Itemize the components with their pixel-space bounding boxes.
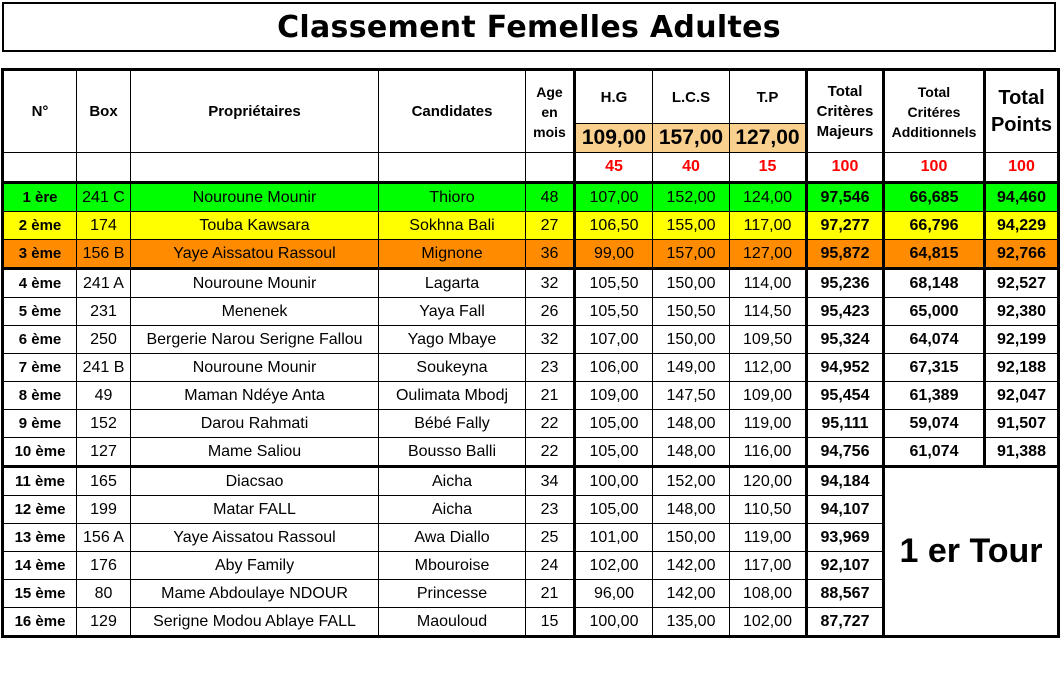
header-hg: H.G	[575, 70, 653, 124]
weight-blank	[77, 153, 131, 183]
cell-hg: 105,50	[575, 269, 653, 298]
cell-owner: Diacsao	[131, 467, 379, 496]
page-title: Classement Femelles Adultes	[277, 9, 781, 45]
table-row	[3, 212, 1059, 240]
cell-box: 165	[77, 467, 131, 496]
cell-candidate: Mbouroise	[379, 552, 526, 580]
cell-majeurs: 95,423	[807, 298, 884, 326]
cell-additionnels: 66,796	[884, 212, 985, 240]
cell-tp: 119,00	[730, 410, 807, 438]
cell-owner: Matar FALL	[131, 496, 379, 524]
max-hg: 109,00	[575, 124, 653, 153]
cell-lcs: 150,00	[653, 269, 730, 298]
cell-majeurs: 95,236	[807, 269, 884, 298]
cell-age: 21	[526, 382, 575, 410]
cell-box: 241 C	[77, 183, 131, 212]
cell-points: 92,766	[985, 240, 1059, 269]
cell-box: 231	[77, 298, 131, 326]
cell-box: 80	[77, 580, 131, 608]
cell-majeurs: 94,107	[807, 496, 884, 524]
cell-majeurs: 94,952	[807, 354, 884, 382]
cell-hg: 96,00	[575, 580, 653, 608]
header-row	[3, 70, 1059, 124]
cell-majeurs: 95,111	[807, 410, 884, 438]
cell-additionnels: 64,074	[884, 326, 985, 354]
cell-candidate: Oulimata Mbodj	[379, 382, 526, 410]
table-row	[3, 269, 1059, 298]
cell-rank: 7 ème	[3, 354, 77, 382]
cell-additionnels: 64,815	[884, 240, 985, 269]
table-row	[3, 410, 1059, 438]
cell-candidate: Aicha	[379, 496, 526, 524]
header-tcm-l1: Total	[827, 82, 863, 100]
cell-age: 23	[526, 496, 575, 524]
cell-candidate: Yago Mbaye	[379, 326, 526, 354]
max-tp: 127,00	[730, 124, 807, 153]
cell-age: 48	[526, 183, 575, 212]
cell-owner: Mame Saliou	[131, 438, 379, 467]
cell-lcs: 150,50	[653, 298, 730, 326]
cell-box: 241 B	[77, 354, 131, 382]
ranking-table	[1, 68, 1060, 638]
header-num: N°	[3, 70, 77, 153]
header-total-majeurs	[807, 70, 884, 153]
cell-lcs: 150,00	[653, 326, 730, 354]
title-box	[2, 2, 1056, 52]
cell-rank: 9 ème	[3, 410, 77, 438]
cell-points: 94,460	[985, 183, 1059, 212]
weight-blank	[379, 153, 526, 183]
weight-blank	[131, 153, 379, 183]
header-tca-l2: Critéres	[907, 103, 961, 120]
cell-candidate: Mignone	[379, 240, 526, 269]
cell-majeurs: 87,727	[807, 608, 884, 637]
cell-age: 24	[526, 552, 575, 580]
table-row	[3, 354, 1059, 382]
cell-majeurs: 92,107	[807, 552, 884, 580]
cell-majeurs: 95,454	[807, 382, 884, 410]
cell-tp: 114,00	[730, 269, 807, 298]
cell-additionnels: 68,148	[884, 269, 985, 298]
cell-age: 26	[526, 298, 575, 326]
cell-tp: 109,00	[730, 382, 807, 410]
cell-age: 22	[526, 438, 575, 467]
cell-box: 156 A	[77, 524, 131, 552]
cell-points: 92,527	[985, 269, 1059, 298]
table-row	[3, 240, 1059, 269]
cell-rank: 15 ème	[3, 580, 77, 608]
tour-label: 1 er Tour	[884, 467, 1059, 637]
cell-rank: 8 ème	[3, 382, 77, 410]
header-owners: Propriétaires	[131, 70, 379, 153]
cell-additionnels: 61,389	[884, 382, 985, 410]
cell-candidate: Maouloud	[379, 608, 526, 637]
cell-hg: 105,50	[575, 298, 653, 326]
cell-lcs: 152,00	[653, 467, 730, 496]
cell-owner: Nouroune Mounir	[131, 183, 379, 212]
cell-owner: Bergerie Narou Serigne Fallou	[131, 326, 379, 354]
cell-lcs: 142,00	[653, 580, 730, 608]
cell-additionnels: 59,074	[884, 410, 985, 438]
cell-lcs: 155,00	[653, 212, 730, 240]
cell-box: 127	[77, 438, 131, 467]
table-row	[3, 382, 1059, 410]
cell-points: 92,047	[985, 382, 1059, 410]
cell-lcs: 148,00	[653, 496, 730, 524]
header-tcm-l2: Critères	[816, 102, 874, 120]
cell-candidate: Awa Diallo	[379, 524, 526, 552]
cell-age: 34	[526, 467, 575, 496]
cell-box: 176	[77, 552, 131, 580]
cell-tp: 117,00	[730, 552, 807, 580]
cell-majeurs: 97,277	[807, 212, 884, 240]
cell-tp: 108,00	[730, 580, 807, 608]
cell-box: 156 B	[77, 240, 131, 269]
cell-majeurs: 95,872	[807, 240, 884, 269]
cell-majeurs: 97,546	[807, 183, 884, 212]
ranking-body	[3, 183, 1059, 637]
cell-hg: 107,00	[575, 326, 653, 354]
header-age-l1: Age	[536, 83, 563, 100]
header-lcs: L.C.S	[653, 70, 730, 124]
cell-points: 92,188	[985, 354, 1059, 382]
weight-majeurs: 100	[807, 153, 884, 183]
cell-hg: 100,00	[575, 467, 653, 496]
cell-age: 36	[526, 240, 575, 269]
max-lcs: 157,00	[653, 124, 730, 153]
table-row	[3, 326, 1059, 354]
cell-box: 250	[77, 326, 131, 354]
cell-lcs: 149,00	[653, 354, 730, 382]
table-row	[3, 298, 1059, 326]
cell-tp: 114,50	[730, 298, 807, 326]
weight-hg: 45	[575, 153, 653, 183]
cell-hg: 109,00	[575, 382, 653, 410]
cell-box: 174	[77, 212, 131, 240]
cell-tp: 109,50	[730, 326, 807, 354]
cell-owner: Menenek	[131, 298, 379, 326]
cell-majeurs: 88,567	[807, 580, 884, 608]
cell-owner: Darou Rahmati	[131, 410, 379, 438]
cell-owner: Aby Family	[131, 552, 379, 580]
cell-majeurs: 94,756	[807, 438, 884, 467]
header-candidates: Candidates	[379, 70, 526, 153]
cell-lcs: 135,00	[653, 608, 730, 637]
cell-rank: 4 ème	[3, 269, 77, 298]
cell-box: 199	[77, 496, 131, 524]
cell-owner: Touba Kawsara	[131, 212, 379, 240]
cell-age: 15	[526, 608, 575, 637]
cell-candidate: Sokhna Bali	[379, 212, 526, 240]
cell-majeurs: 94,184	[807, 467, 884, 496]
cell-lcs: 157,00	[653, 240, 730, 269]
cell-tp: 116,00	[730, 438, 807, 467]
cell-rank: 14 ème	[3, 552, 77, 580]
cell-box: 152	[77, 410, 131, 438]
cell-rank: 1 ère	[3, 183, 77, 212]
cell-age: 21	[526, 580, 575, 608]
cell-hg: 105,00	[575, 438, 653, 467]
cell-hg: 107,00	[575, 183, 653, 212]
cell-owner: Maman Ndéye Anta	[131, 382, 379, 410]
cell-age: 23	[526, 354, 575, 382]
cell-majeurs: 95,324	[807, 326, 884, 354]
weight-blank	[3, 153, 77, 183]
cell-tp: 120,00	[730, 467, 807, 496]
weight-blank	[526, 153, 575, 183]
cell-rank: 6 ème	[3, 326, 77, 354]
cell-candidate: Aicha	[379, 467, 526, 496]
cell-owner: Yaye Aissatou Rassoul	[131, 240, 379, 269]
cell-points: 92,380	[985, 298, 1059, 326]
cell-candidate: Bébé Fally	[379, 410, 526, 438]
header-total-points	[985, 70, 1059, 153]
weights-row	[3, 153, 1059, 183]
cell-age: 22	[526, 410, 575, 438]
cell-additionnels: 66,685	[884, 183, 985, 212]
header-tca-l3: Additionnels	[891, 123, 977, 140]
header-tp-l2: Points	[990, 113, 1053, 136]
cell-age: 32	[526, 269, 575, 298]
weight-additionnels: 100	[884, 153, 985, 183]
cell-hg: 105,00	[575, 496, 653, 524]
header-box: Box	[77, 70, 131, 153]
table-row	[3, 467, 1059, 496]
cell-rank: 2 ème	[3, 212, 77, 240]
cell-age: 27	[526, 212, 575, 240]
header-age-l3: mois	[533, 123, 566, 140]
cell-tp: 124,00	[730, 183, 807, 212]
cell-tp: 127,00	[730, 240, 807, 269]
cell-candidate: Yaya Fall	[379, 298, 526, 326]
cell-hg: 99,00	[575, 240, 653, 269]
weight-lcs: 40	[653, 153, 730, 183]
cell-tp: 110,50	[730, 496, 807, 524]
cell-box: 241 A	[77, 269, 131, 298]
header-age	[526, 70, 575, 153]
cell-additionnels: 61,074	[884, 438, 985, 467]
weight-points: 100	[985, 153, 1059, 183]
header-tp-l1: Total	[998, 86, 1045, 109]
cell-candidate: Thioro	[379, 183, 526, 212]
cell-points: 92,199	[985, 326, 1059, 354]
cell-owner: Nouroune Mounir	[131, 354, 379, 382]
cell-lcs: 148,00	[653, 410, 730, 438]
table-row	[3, 438, 1059, 467]
cell-tp: 102,00	[730, 608, 807, 637]
cell-lcs: 152,00	[653, 183, 730, 212]
cell-additionnels: 67,315	[884, 354, 985, 382]
cell-lcs: 147,50	[653, 382, 730, 410]
cell-rank: 13 ème	[3, 524, 77, 552]
cell-owner: Mame Abdoulaye NDOUR	[131, 580, 379, 608]
cell-rank: 3 ème	[3, 240, 77, 269]
cell-hg: 106,00	[575, 354, 653, 382]
cell-tp: 119,00	[730, 524, 807, 552]
cell-rank: 5 ème	[3, 298, 77, 326]
cell-hg: 102,00	[575, 552, 653, 580]
header-total-additionnels	[884, 70, 985, 153]
cell-age: 25	[526, 524, 575, 552]
cell-lcs: 150,00	[653, 524, 730, 552]
header-tcm-l3: Majeurs	[816, 122, 874, 140]
cell-lcs: 148,00	[653, 438, 730, 467]
cell-box: 129	[77, 608, 131, 637]
cell-points: 91,388	[985, 438, 1059, 467]
cell-rank: 16 ème	[3, 608, 77, 637]
header-tca-l1: Total	[917, 83, 951, 100]
cell-tp: 117,00	[730, 212, 807, 240]
cell-age: 32	[526, 326, 575, 354]
cell-hg: 106,50	[575, 212, 653, 240]
cell-rank: 11 ème	[3, 467, 77, 496]
cell-owner: Nouroune Mounir	[131, 269, 379, 298]
cell-hg: 100,00	[575, 608, 653, 637]
cell-hg: 101,00	[575, 524, 653, 552]
cell-candidate: Soukeyna	[379, 354, 526, 382]
weight-tp: 15	[730, 153, 807, 183]
cell-owner: Yaye Aissatou Rassoul	[131, 524, 379, 552]
header-tp: T.P	[730, 70, 807, 124]
cell-rank: 10 ème	[3, 438, 77, 467]
header-age-l2: en	[541, 103, 558, 120]
cell-rank: 12 ème	[3, 496, 77, 524]
cell-points: 94,229	[985, 212, 1059, 240]
table-row	[3, 183, 1059, 212]
cell-owner: Serigne Modou Ablaye FALL	[131, 608, 379, 637]
cell-candidate: Lagarta	[379, 269, 526, 298]
cell-majeurs: 93,969	[807, 524, 884, 552]
cell-lcs: 142,00	[653, 552, 730, 580]
cell-tp: 112,00	[730, 354, 807, 382]
cell-candidate: Bousso Balli	[379, 438, 526, 467]
cell-candidate: Princesse	[379, 580, 526, 608]
cell-points: 91,507	[985, 410, 1059, 438]
cell-hg: 105,00	[575, 410, 653, 438]
cell-box: 49	[77, 382, 131, 410]
cell-additionnels: 65,000	[884, 298, 985, 326]
